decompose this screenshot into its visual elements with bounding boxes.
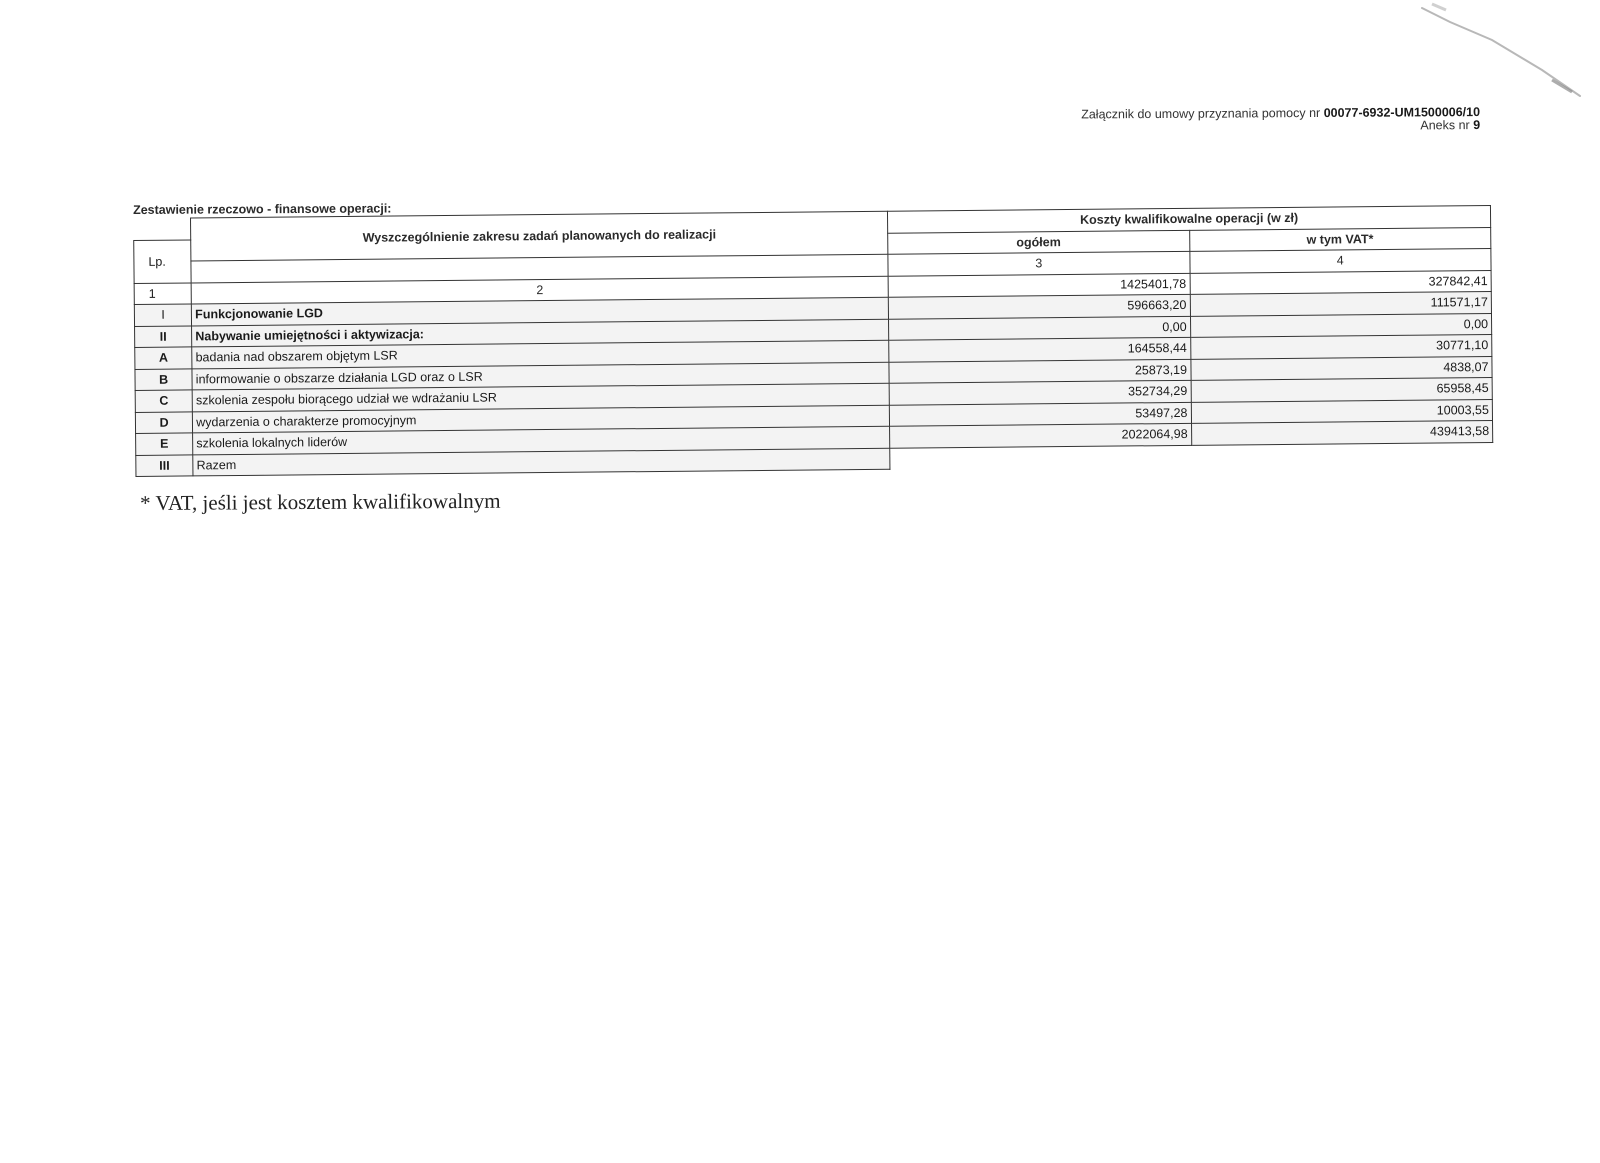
costs-group-header: Koszty kwalifikowalne operacji (w zł) — [888, 205, 1491, 232]
table-row-lp: III — [136, 454, 193, 476]
column-number-3: 3 — [888, 251, 1190, 275]
column-number-4: 4 — [1189, 248, 1491, 272]
table-row-vat: 10003,55 — [1191, 399, 1493, 423]
table-row-lp: E — [136, 433, 193, 455]
document-header — [900, 106, 1480, 136]
table-row-lp: I — [134, 304, 191, 326]
annex-prefix: Aneks nr — [1420, 118, 1470, 133]
table-row-total: 25873,19 — [889, 359, 1191, 383]
table-row-desc: szkolenia zespołu biorącego udział we wdrażaniu LSR — [192, 383, 889, 411]
desc-column-header: Wyszczególnienie zakresu zadań planowanych do realizacji — [191, 211, 888, 261]
empty-cell — [890, 445, 1192, 469]
table-row-total: 53497,28 — [889, 402, 1191, 426]
table-row-desc: informowanie o obszarze działania LGD oraz o LSR — [192, 362, 889, 390]
table-row-vat: 327842,41 — [1190, 270, 1492, 294]
annex-number: 9 — [1473, 117, 1481, 133]
table-row-vat: 65958,45 — [1191, 377, 1493, 401]
table-row-lp: C — [135, 390, 192, 412]
empty-cell — [1191, 442, 1493, 466]
agreement-number: 00077-6932-UM1500006/10 — [1323, 105, 1481, 120]
table-row-lp: B — [135, 368, 192, 390]
table-row-total: 352734,29 — [889, 380, 1191, 404]
vat-footnote: * VAT, jeśli jest kosztem kwalifikowalnym — [140, 488, 501, 515]
section-title: Zestawienie rzeczowo - finansowe operacji: — [133, 201, 392, 217]
total-column-header: ogółem — [888, 230, 1190, 254]
table-row-total: 1425401,78 — [888, 273, 1190, 297]
table-row-total: 2022064,98 — [890, 423, 1192, 447]
table-row-vat: 0,00 — [1190, 313, 1492, 337]
scan-artifact-mark — [1402, 0, 1582, 110]
vat-column-header: w tym VAT* — [1189, 227, 1491, 251]
lp-column-header: Lp. — [134, 239, 192, 283]
table-row-desc: wydarzenia o charakterze promocyjnym — [193, 405, 890, 433]
table-row-desc: Nabywanie umiejętności i aktywizacja: — [192, 319, 889, 347]
table-row-lp: D — [135, 411, 192, 433]
table-row-desc: badania nad obszarem objętym LSR — [192, 340, 889, 368]
table-row-vat: 4838,07 — [1190, 356, 1492, 380]
table-row-vat: 111571,17 — [1190, 291, 1492, 315]
annex-reference-line — [900, 119, 1480, 136]
table-row-desc: szkolenia lokalnych liderów — [193, 426, 890, 454]
table-row-total: 0,00 — [889, 316, 1191, 340]
column-number-2: 2 — [191, 276, 888, 304]
column-number-1: 1 — [134, 282, 191, 304]
table-row-desc: Funkcjonowanie LGD — [192, 297, 889, 325]
table-row-desc: Razem — [193, 448, 890, 476]
table-row-vat: 439413,58 — [1191, 420, 1493, 444]
cost-table — [133, 205, 1493, 477]
empty-corner-cell — [134, 218, 191, 240]
agreement-prefix: Załącznik do umowy przyznania pomocy nr — [1081, 105, 1321, 122]
cost-table-wrapper — [133, 205, 1493, 477]
table-row-lp: A — [135, 347, 192, 369]
table-row-vat: 30771,10 — [1190, 334, 1492, 358]
table-row-lp: II — [135, 325, 192, 347]
table-row-total: 164558,44 — [889, 337, 1191, 361]
table-row-total: 596663,20 — [888, 294, 1190, 318]
